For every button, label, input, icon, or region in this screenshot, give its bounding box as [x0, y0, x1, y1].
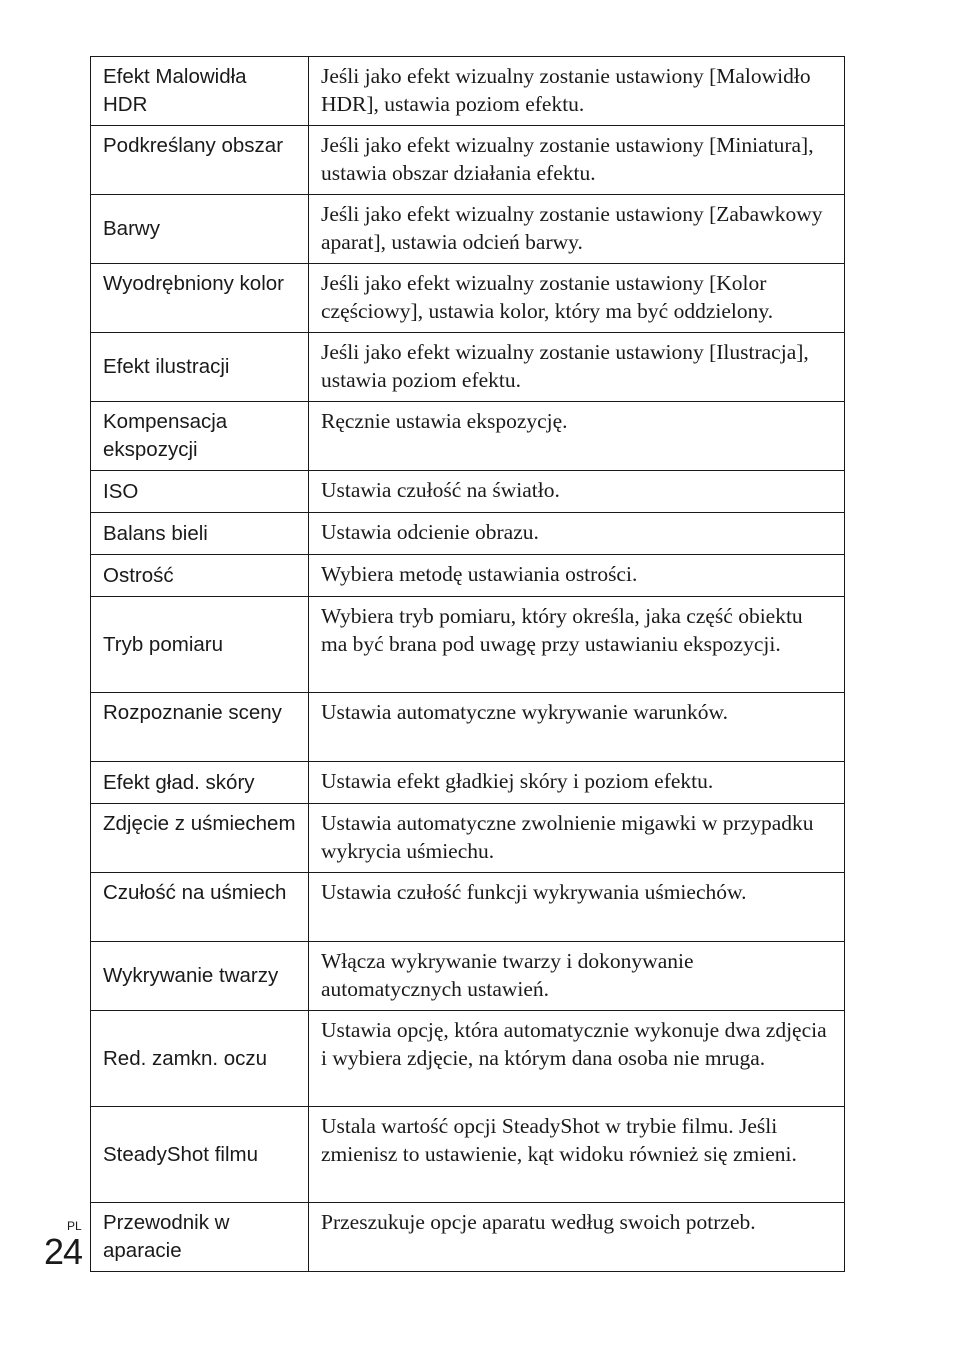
setting-term: Ostrość	[91, 555, 309, 597]
setting-description: Ustawia automatyczne wykrywanie warunków.	[309, 693, 845, 762]
setting-term: Efekt Malowidła HDR	[91, 57, 309, 126]
table-row	[91, 555, 845, 597]
table-row	[91, 513, 845, 555]
setting-term: Kompensacja ekspozycji	[91, 402, 309, 471]
table-row	[91, 1107, 845, 1203]
language-label: PL	[67, 1219, 82, 1233]
table-row	[91, 471, 845, 513]
setting-term: SteadyShot filmu	[91, 1107, 309, 1203]
setting-description: Ustawia opcję, która automatycznie wykonuje dwa zdjęcia i wybiera zdjęcie, na którym dana osoba nie mruga.	[309, 1011, 845, 1107]
table-row	[91, 126, 845, 195]
setting-description: Ustawia czułość na światło.	[309, 471, 845, 513]
setting-description: Jeśli jako efekt wizualny zostanie ustawiony [Zabawkowy aparat], ustawia odcień barwy.	[309, 195, 845, 264]
setting-term: Czułość na uśmiech	[91, 873, 309, 942]
page-number: 24	[44, 1231, 83, 1272]
table-row	[91, 693, 845, 762]
setting-term: Podkreślany obszar	[91, 126, 309, 195]
setting-term: Efekt gład. skóry	[91, 762, 309, 804]
setting-description: Ustala wartość opcji SteadyShot w trybie filmu. Jeśli zmienisz to ustawienie, kąt widoku również się zmieni.	[309, 1107, 845, 1203]
settings-table	[90, 56, 845, 1272]
setting-term: ISO	[91, 471, 309, 513]
table-row	[91, 804, 845, 873]
setting-term: Red. zamkn. oczu	[91, 1011, 309, 1107]
setting-description: Wybiera metodę ustawiania ostrości.	[309, 555, 845, 597]
setting-description: Ustawia czułość funkcji wykrywania uśmiechów.	[309, 873, 845, 942]
setting-term: Efekt ilustracji	[91, 333, 309, 402]
table-row	[91, 873, 845, 942]
setting-description: Ręcznie ustawia ekspozycję.	[309, 402, 845, 471]
setting-term: Przewodnik w aparacie	[91, 1203, 309, 1272]
table-row	[91, 264, 845, 333]
table-row	[91, 195, 845, 264]
setting-description: Jeśli jako efekt wizualny zostanie ustawiony [Ilustracja], ustawia poziom efektu.	[309, 333, 845, 402]
table-row	[91, 942, 845, 1011]
setting-description: Przeszukuje opcje aparatu według swoich potrzeb.	[309, 1203, 845, 1272]
table-row	[91, 57, 845, 126]
setting-description: Jeśli jako efekt wizualny zostanie ustawiony [Malowidło HDR], ustawia poziom efektu.	[309, 57, 845, 126]
table-row	[91, 1011, 845, 1107]
table-row	[91, 1203, 845, 1272]
setting-term: Tryb pomiaru	[91, 597, 309, 693]
table-row	[91, 333, 845, 402]
setting-term: Zdjęcie z uśmiechem	[91, 804, 309, 873]
setting-description: Jeśli jako efekt wizualny zostanie ustawiony [Kolor częściowy], ustawia kolor, który ma być oddzielony.	[309, 264, 845, 333]
setting-description: Ustawia efekt gładkiej skóry i poziom efektu.	[309, 762, 845, 804]
setting-description: Jeśli jako efekt wizualny zostanie ustawiony [Miniatura], ustawia obszar działania efektu.	[309, 126, 845, 195]
setting-description: Ustawia odcienie obrazu.	[309, 513, 845, 555]
setting-description: Włącza wykrywanie twarzy i dokonywanie automatycznych ustawień.	[309, 942, 845, 1011]
setting-term: Barwy	[91, 195, 309, 264]
setting-term: Wyodrębniony kolor	[91, 264, 309, 333]
setting-term: Balans bieli	[91, 513, 309, 555]
setting-description: Wybiera tryb pomiaru, który określa, jaka część obiektu ma być brana pod uwagę przy ustawianiu ekspozycji.	[309, 597, 845, 693]
setting-term: Rozpoznanie sceny	[91, 693, 309, 762]
table-row	[91, 762, 845, 804]
table-row	[91, 597, 845, 693]
setting-term: Wykrywanie twarzy	[91, 942, 309, 1011]
table-row	[91, 402, 845, 471]
setting-description: Ustawia automatyczne zwolnienie migawki w przypadku wykrycia uśmiechu.	[309, 804, 845, 873]
